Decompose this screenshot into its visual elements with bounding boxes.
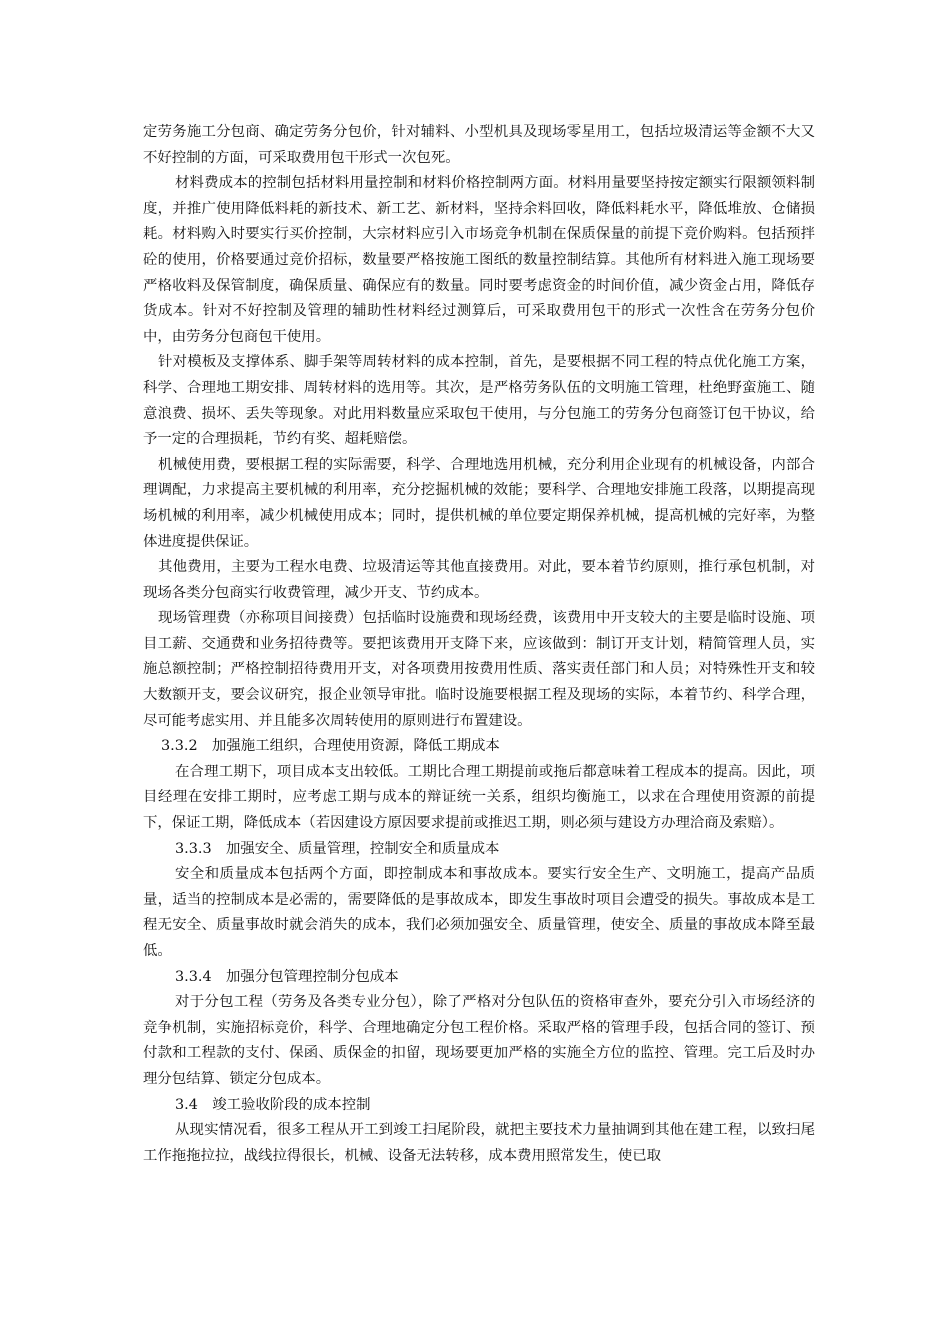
document-body — [143, 120, 815, 1169]
paragraph-labor-subcontract: 定劳务施工分包商、确定劳务分包价，针对辅料、小型机具及现场零星用工，包括垃圾清运等金额不大又不好控制的方面，可采取费用包干形式一次包死。 — [143, 124, 815, 166]
paragraph-other-costs: 其他费用，主要为工程水电费、垃圾清运等其他直接费用。对此，要本着节约原则，推行承包机制，对现场各类分包商实行收费管理，减少开支、节约成本。 — [143, 559, 815, 601]
section-heading-3-3-4: 3.3.4 加强分包管理控制分包成本 — [175, 968, 399, 985]
paragraph-schedule-cost: 在合理工期下，项目成本支出较低。工期比合理工期提前或拖后都意味着工程成本的提高。因此，项目经理在安排工期时，应考虑工期与成本的辩证统一关系，组织均衡施工，以求在合理使用资源的前提下，保证工期，降低成本（若因建设方原因要求提前或推迟工期，则必须与建设方办理洽商及索赔）。 — [143, 763, 815, 832]
paragraph-completion-stage: 从现实情况看，很多工程从开工到竣工扫尾阶段，就把主要技术力量抽调到其他在建工程，以致扫尾工作拖拖拉拉，战线拉得很长，机械、设备无法转移，成本费用照常发生，使已取 — [143, 1122, 815, 1164]
paragraph-turnover-materials: 针对模板及支撑体系、脚手架等周转材料的成本控制，首先，是要根据不同工程的特点优化施工方案，科学、合理地工期安排、周转材料的选用等。其次，是严格劳务队伍的文明施工管理，杜绝野蛮施工、随意浪费、损坏、丢失等现象。对此用料数量应采取包干使用，与分包施工的劳务分包商签订包干协议，给予一定的合理损耗，节约有奖、超耗赔偿。 — [143, 354, 815, 448]
paragraph-safety-quality-cost: 安全和质量成本包括两个方面，即控制成本和事故成本。要实行安全生产、文明施工，提高产品质量，适当的控制成本是必需的，需要降低的是事故成本，即发生事故时项目会遭受的损失。事故成本是工程无安全、质量事故时就会消失的成本，我们必须加强安全、质量管理，使安全、质量的事故成本降至最低。 — [143, 866, 815, 959]
paragraph-material-cost: 材料费成本的控制包括材料用量控制和材料价格控制两方面。材料用量要坚持按定额实行限额领料制度，并推广使用降低料耗的新技术、新工艺、新材料，坚持余料回收，降低料耗水平，降低堆放、仓储损耗。材料购入时要实行买价控制，大宗材料应引入市场竞争机制在保质保量的前提下竞价购料。包括预拌砼的使用，价格要通过竞价招标，数量要严格按施工图纸的数量控制结算。其他所有材料进入施工现场要严格收料及保管制度，确保质量、确保应有的数量。同时要考虑资金的时间价值，减少资金占用，降低存货成本。针对不好控制及管理的辅助性材料经过测算后，可采取费用包干的形式一次性含在劳务分包价中，由劳务分包商包干使用。 — [143, 175, 815, 345]
paragraph-subcontract-cost: 对于分包工程（劳务及各类专业分包），除了严格对分包队伍的资格审查外，要充分引入市场经济的竞争机制，实施招标竞价，科学、合理地确定分包工程价格。采取严格的管理手段，包括合同的签订、预付款和工程款的支付、保函、质保金的扣留，现场要更加严格的实施全方位的监控、管理。完工后及时办理分包结算、锁定分包成本。 — [143, 994, 815, 1087]
paragraph-site-management-fee: 现场管理费（亦称项目间接费）包括临时设施费和现场经费，该费用中开支较大的主要是临时设施、项目工薪、交通费和业务招待费等。要把该费用开支降下来，应该做到：制订开支计划，精简管理人员，实施总额控制；严格控制招待费用开支，对各项费用按费用性质、落实责任部门和人员；对特殊性开支和较大数额开支，要会议研究，报企业领导审批。临时设施要根据工程及现场的实际，本着节约、科学合理，尽可能考虑实用、并且能多次周转使用的原则进行布置建设。 — [143, 610, 815, 729]
section-heading-3-4: 3.4 竣工验收阶段的成本控制 — [175, 1096, 371, 1113]
section-heading-3-3-2: 3.3.2 加强施工组织，合理使用资源，降低工期成本 — [161, 738, 500, 755]
section-heading-3-3-3: 3.3.3 加强安全、质量管理，控制安全和质量成本 — [175, 840, 500, 857]
paragraph-machinery-cost: 机械使用费，要根据工程的实际需要，科学、合理地选用机械，充分利用企业现有的机械设备，内部合理调配，力求提高主要机械的利用率，充分挖掘机械的效能；要科学、合理地安排施工段落，以期提高现场机械的利用率，减少机械使用成本；同时，提供机械的单位要定期保养机械，提高机械的完好率，为整体进度提供保证。 — [143, 456, 815, 550]
